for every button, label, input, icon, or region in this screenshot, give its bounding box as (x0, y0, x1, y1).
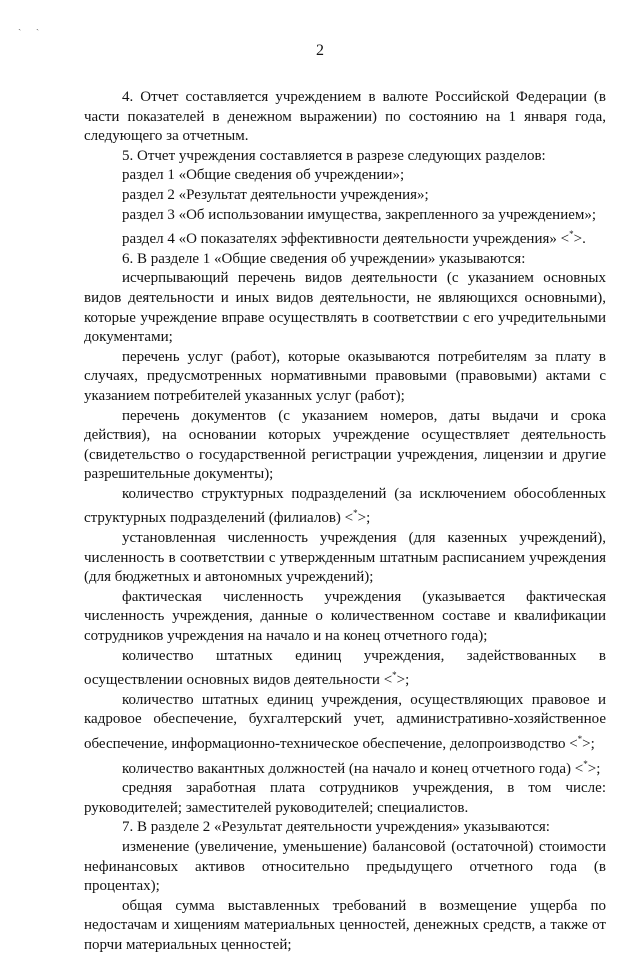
footnote-asterisk: * (353, 508, 358, 519)
paragraph-6-subdivisions: количество структурных подразделений (за исключением обособленных структурных подразделений (филиалов) <*>; (84, 485, 606, 527)
scan-mark: ˎ ˎ (18, 20, 46, 31)
document-body (84, 88, 606, 956)
footnote-asterisk: * (577, 734, 583, 744)
paragraph-6-activities: исчерпывающий перечень видов деятельности (с указанием основных видов деятельности и иных видов деятельности, не являющихся основными), которые учреждение вправе осуществлять в соответствии с его учредительными документами; (84, 270, 606, 346)
paragraph-6-vacancies: количество вакантных должностей (на начало и конец отчетного года) <*>; (122, 758, 601, 777)
paragraph-7: 7. В разделе 2 «Результат деятельности учреждения» указываются: (122, 819, 550, 836)
paragraph-6-salary: средняя заработная плата сотрудников учреждения, в том числе: руководителей; заместителей руководителей; специалистов. (84, 780, 606, 816)
paragraph-6-actual-headcount: фактическая численность учреждения (указывается фактическая численность учреждения, данные о количественном составе и квалификации сотрудников учреждения на начало и на конец отчетного года); (84, 588, 606, 645)
paragraph-6-core-staff: количество штатных единиц учреждения, задействованных в осуществлении основных видов деятельности <*>; (84, 647, 606, 689)
footnote-asterisk: * (583, 758, 588, 769)
paragraph-6-support-staff: количество штатных единиц учреждения, осуществляющих правовое и кадровое обеспечение, бухгалтерский учет, административно-хозяйственное обеспечение, информационно-техническое обеспечение, делопроизводство <*>; (84, 691, 606, 752)
section-item-3: раздел 3 «Об использовании имущества, закрепленного за учреждением»; (122, 206, 597, 223)
footnote-asterisk: * (392, 670, 397, 681)
page-number: 2 (316, 42, 324, 59)
paragraph-6-headcount: установленная численность учреждения (для казенных учреждений), численность в соответствии с утвержденным штатным расписанием учреждения (для бюджетных и автономных учреждений); (84, 530, 606, 586)
section-item-2: раздел 2 «Результат деятельности учреждения»; (122, 186, 429, 203)
section-item-4: раздел 4 «О показателях эффективности деятельности учреждения» <*>. (122, 229, 586, 248)
paragraph-6-services: перечень услуг (работ), которые оказываются потребителям за плату в случаях, предусмотренных нормативными правовыми (правовыми) актами с указанием потребителей указанных услуг (работ); (84, 348, 606, 404)
paragraph-7-assets: изменение (увеличение, уменьшение) балансовой (остаточной) стоимости нефинансовых активов относительно предыдущего отчетного года (в процентах); (84, 838, 606, 895)
paragraph-6: 6. В разделе 1 «Общие сведения об учреждении» указываются: (122, 250, 526, 267)
paragraph-7-damages: общая сумма выставленных требований в возмещение ущерба по недостачам и хищениям материальных ценностей, денежных средств, а также от порчи материальных ценностей; (84, 897, 606, 953)
paragraph-5: 5. Отчет учреждения составляется в разрезе следующих разделов: (122, 147, 546, 164)
paragraph-6-documents: перечень документов (с указанием номеров, даты выдачи и срока действия), на основании которых учреждение осуществляет деятельность (свидетельство о государственной регистрации учреждения, лицензии и другие разрешительные документы); (84, 407, 606, 483)
paragraph-4: 4. Отчет составляется учреждением в валюте Российской Федерации (в части показателей в денежном выражении) по состоянию на 1 января года, следующего за отчетным. (84, 89, 606, 145)
section-item-1: раздел 1 «Общие сведения об учреждении»; (122, 167, 405, 184)
footnote-asterisk: * (569, 229, 574, 240)
